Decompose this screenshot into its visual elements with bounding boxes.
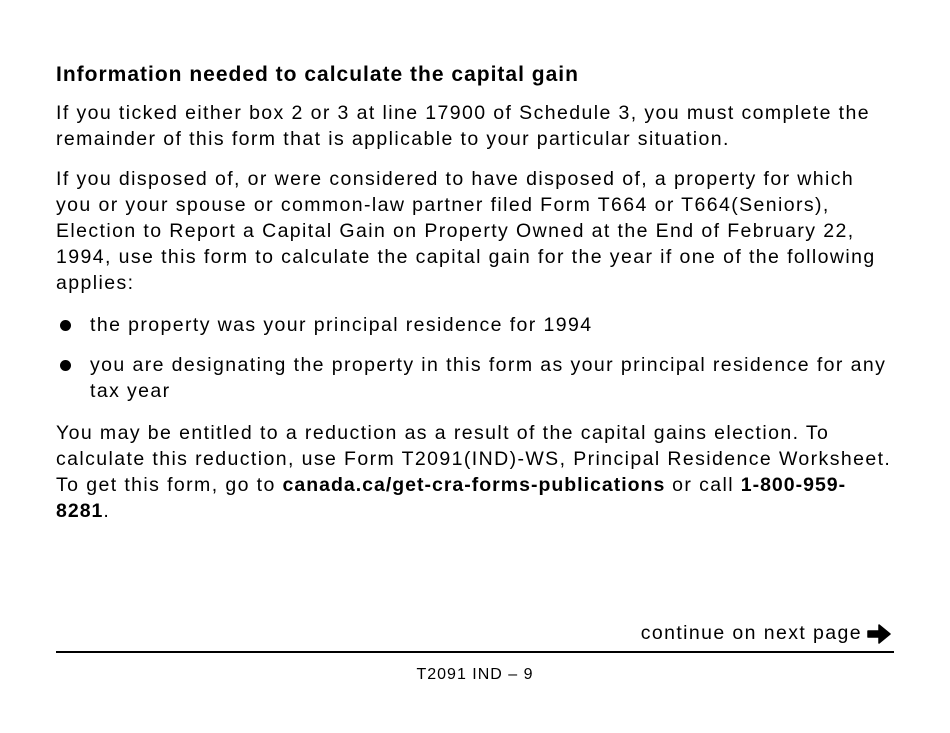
- page-footer: T2091 IND – 9: [416, 666, 534, 683]
- sentence-end: .: [103, 500, 111, 522]
- list-item-text: the property was your principal residence for 1994: [90, 314, 593, 336]
- continue-text: continue on next page: [640, 622, 862, 644]
- footer-divider: [56, 651, 894, 653]
- paragraph-reduction: [56, 420, 896, 524]
- bullet-icon: [60, 360, 71, 371]
- list-item-text: you are designating the property in this form as your principal residence for any tax year: [90, 354, 887, 402]
- forms-link[interactable]: canada.ca/get-cra-forms-publications: [282, 474, 666, 496]
- section-heading: Information needed to calculate the capital gain: [56, 63, 579, 86]
- list-item: [56, 312, 896, 338]
- or-call-text: or call: [665, 474, 741, 496]
- paragraph-ticked-box: If you ticked either box 2 or 3 at line 17900 of Schedule 3, you must complete the remainder of this form that is applicable to your particular situation.: [56, 102, 870, 150]
- bullet-icon: [60, 320, 71, 331]
- list-item: [56, 352, 896, 404]
- paragraph-disposed-property: If you disposed of, or were considered to have disposed of, a property for which you or your spouse or common-law partner filed Form T664 or T664(Seniors), Election to Report a Capital Gain on Property Owned at the End of February 22, 1994, use this form to calculate the capital gain for the year if one of the following applies:: [56, 168, 876, 294]
- conditions-list: [56, 312, 896, 404]
- arrow-right-icon: [866, 623, 892, 645]
- page-content: [56, 60, 896, 538]
- paragraph-reduction-text: You may be entitled to a reduction as a result of the capital gains election. To calculate this reduction, use Form T2091(IND)-WS, Principal Residence Worksheet. To get this form, go to: [56, 422, 892, 496]
- phone-number[interactable]: 1-800-959-8281: [56, 474, 847, 522]
- continue-next-page: [641, 622, 892, 645]
